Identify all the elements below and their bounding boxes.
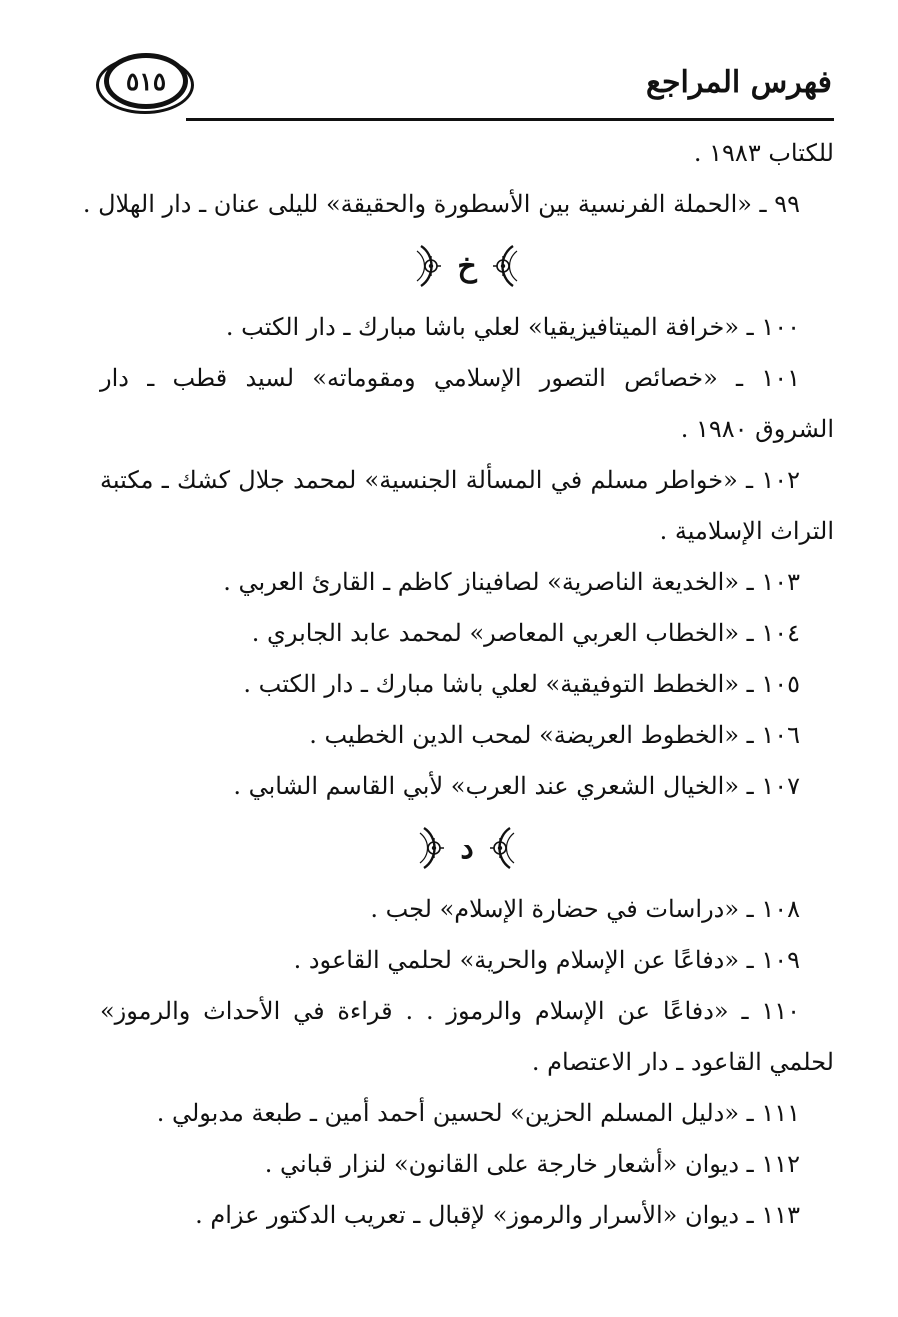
reference-entry-101: ١٠١ ـ «خصائص التصور الإسلامي ومقوماته» لسيد قطب ـ دار xyxy=(100,364,800,392)
reference-entry-103: ١٠٣ ـ «الخديعة الناصرية» لصافيناز كاظم ـ القارئ العربي . xyxy=(223,568,800,596)
ornament-left-icon xyxy=(414,825,446,871)
page-number: ٥١٥ xyxy=(104,53,188,109)
reference-entry-102-continuation: التراث الإسلامية . xyxy=(659,517,834,545)
reference-entry-112: ١١٢ ـ ديوان «أشعار خارجة على القانون» لنزار قباني . xyxy=(264,1150,800,1178)
section-heading-dal xyxy=(100,812,834,884)
reference-entry-113: ١١٣ ـ ديوان «الأسرار والرموز» لإقبال ـ تعريب الدكتور عزام . xyxy=(195,1201,800,1229)
running-title: فهرس المراجع xyxy=(645,65,832,100)
reference-entry-106: ١٠٦ ـ «الخطوط العريضة» لمحب الدين الخطيب . xyxy=(309,721,800,749)
reference-entry-110-continuation: لحلمي القاعود ـ دار الاعتصام . xyxy=(531,1048,834,1076)
ornament-right-icon xyxy=(488,825,520,871)
header-rule xyxy=(186,118,834,121)
reference-entry-108: ١٠٨ ـ «دراسات في حضارة الإسلام» لجب . xyxy=(370,895,800,923)
ornament-right-icon xyxy=(491,243,523,289)
page-header xyxy=(96,45,834,130)
reference-entry-100: ١٠٠ ـ «خرافة الميتافيزيقيا» لعلي باشا مبارك ـ دار الكتب . xyxy=(225,313,800,341)
section-heading-kha xyxy=(100,230,834,302)
reference-entry-99: ٩٩ ـ «الحملة الفرنسية بين الأسطورة والحقيقة» لليلى عنان ـ دار الهلال . xyxy=(82,190,800,218)
reference-entry-105: ١٠٥ ـ «الخطط التوفيقية» لعلي باشا مبارك ـ دار الكتب . xyxy=(243,670,800,698)
section-letter: د xyxy=(460,830,474,866)
reference-entry-102: ١٠٢ ـ «خواطر مسلم في المسألة الجنسية» لمحمد جلال كشك ـ مكتبة xyxy=(100,466,801,494)
ornament-left-icon xyxy=(411,243,443,289)
reference-entry-107: ١٠٧ ـ «الخيال الشعري عند العرب» لأبي القاسم الشابي . xyxy=(233,772,800,800)
reference-entry-111: ١١١ ـ «دليل المسلم الحزين» لحسين أحمد أمين ـ طبعة مدبولي . xyxy=(156,1099,800,1127)
references-list xyxy=(82,128,834,1241)
reference-entry-109: ١٠٩ ـ «دفاعًا عن الإسلام والحرية» لحلمي القاعود . xyxy=(293,946,800,974)
continuation-line: للكتاب ١٩٨٣ . xyxy=(693,139,834,167)
reference-entry-104: ١٠٤ ـ «الخطاب العربي المعاصر» لمحمد عابد الجابري . xyxy=(251,619,800,647)
reference-entry-101-continuation: الشروق ١٩٨٠ . xyxy=(680,415,834,443)
reference-entry-110: ١١٠ ـ «دفاعًا عن الإسلام والرموز . . قراءة في الأحداث والرموز» xyxy=(100,997,800,1025)
section-letter: خ xyxy=(457,248,477,284)
